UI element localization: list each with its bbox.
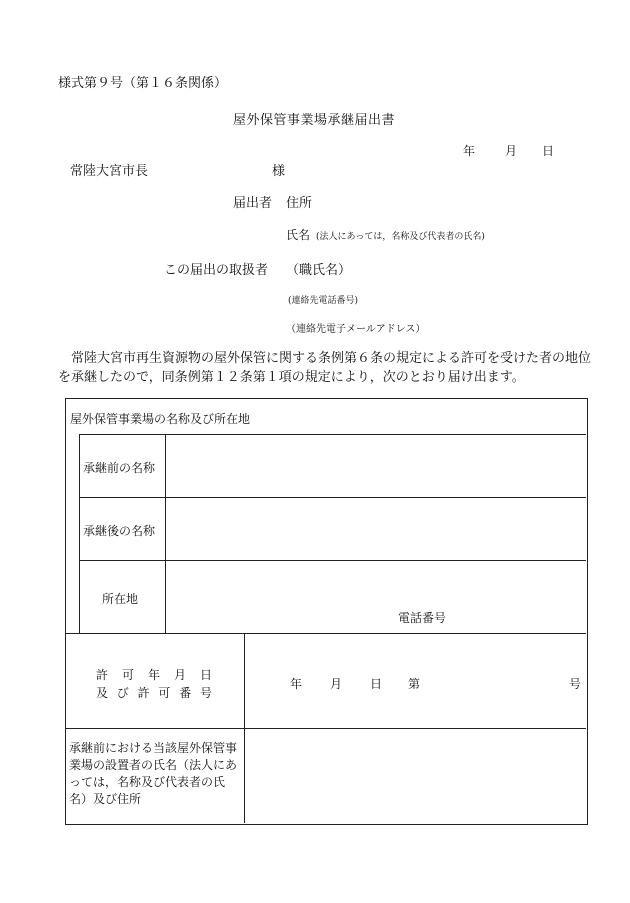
addressee-honorific: 様	[272, 164, 286, 179]
body-paragraph: 常陸大宮市再生資源物の屋外保管に関する条例第６条の規定による許可を受けた者の地位を承継したので，同条例第１２条第１項の規定により，次のとおり届け出ます。	[58, 351, 592, 385]
document-title: 屋外保管事業場承継届出書	[233, 113, 396, 128]
date-year: 年	[463, 144, 476, 158]
handler-email-label: （連絡先電子メールアドレス）	[286, 324, 426, 335]
location-label: 所在地	[102, 592, 139, 606]
section-heading: 屋外保管事業場の名称及び所在地	[70, 412, 251, 426]
name-after-label: 承継後の名称	[83, 524, 156, 538]
applicant-address-label: 住所	[286, 196, 313, 211]
handler-label: この届出の取扱者	[164, 263, 269, 278]
previous-installer-label: 承継前における当該屋外保管事業場の設置者の氏名（法人にあっては，名称及び代表者の氏名）及び住所	[69, 741, 238, 806]
applicant-label: 届出者	[233, 196, 273, 211]
name-before-label: 承継前の名称	[83, 461, 156, 475]
permit-go: 号	[569, 677, 582, 691]
permit-label-line2: 及 び 許 可 番 号	[96, 686, 212, 700]
permit-label-line1: 許 可 年 月 日	[96, 668, 212, 682]
permit-label-char: 許	[96, 668, 109, 682]
permit-month: 月	[330, 677, 343, 691]
permit-dai: 第	[408, 677, 421, 691]
permit-year: 年	[290, 677, 303, 691]
applicant-name-note: (法人にあっては，名称及び代表者の氏名)	[316, 232, 485, 242]
handler-phone-label: (連絡先電話番号)	[288, 296, 359, 306]
form-number: 様式第９号（第１６条関係）	[58, 76, 228, 91]
phone-label: 電話番号	[398, 611, 447, 625]
handler-name-label: （職氏名）	[286, 263, 352, 278]
permit-day: 日	[370, 677, 383, 691]
applicant-name-label: 氏名	[286, 228, 311, 242]
date-month: 月	[505, 144, 518, 158]
addressee-name: 常陸大宮市長	[70, 164, 149, 179]
date-day: 日	[542, 144, 555, 158]
